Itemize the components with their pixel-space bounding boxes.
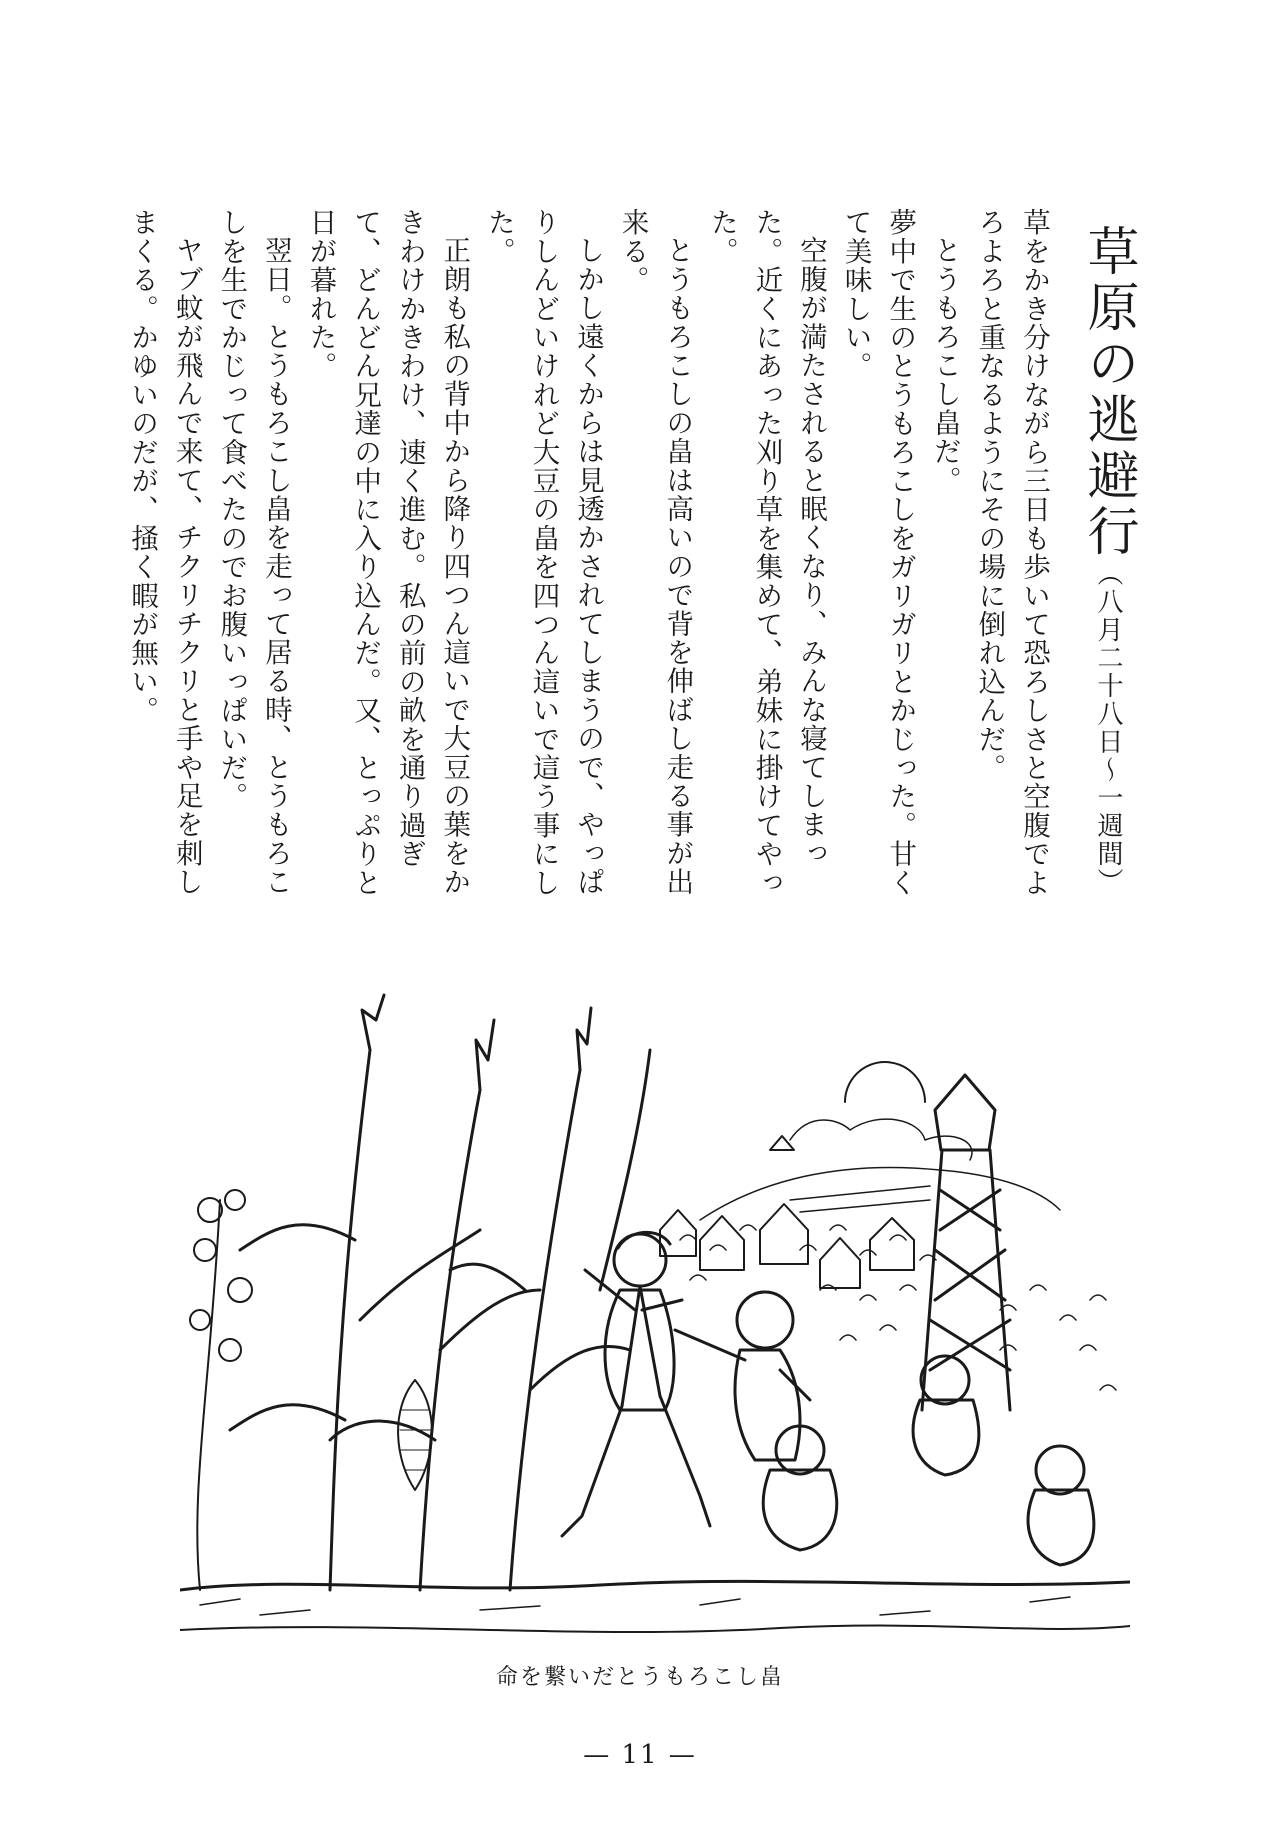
- paragraph: とうもろこしの畠は高いので背を伸ばし走る事が出来る。: [616, 208, 694, 896]
- page-subtitle-date: （八月二十八日〜一週間）: [1093, 560, 1123, 896]
- paragraph: 草をかき分けながら三日も歩いて恐ろしさと空腹でよろよろと重なるようにその場に倒れ込んだ。: [973, 208, 1050, 897]
- paragraph: 空腹が満たされると眠くなり、みんな寝てしまった。近くにあった刈り草を集めて、弟妹に掛けてやった。: [705, 208, 828, 897]
- body-text: [126, 208, 1056, 898]
- title-column: [1076, 224, 1140, 914]
- paragraph: とうもろこし畠だ。: [928, 235, 961, 494]
- paragraph: しかし遠くからは見透かされてしまうので、やっぱりしんどいけれど大豆の畠を四つん這いで這う事にした。: [482, 208, 605, 897]
- paragraph: ヤブ蚊が飛んで来て、チクリチクリと手や足を刺しまくる。かゆいのだが、掻く暇が無い。: [126, 208, 203, 896]
- paragraph: 正朗も私の背中から降り四つん這いで大豆の葉をかきわけかきわけ、速く進む。私の前の畝を通り過ぎて、どんどん兄達の中に入り込んだ。又、とっぷりと日が暮れた。: [304, 208, 471, 897]
- page-title: 草原の逃避行: [1078, 224, 1138, 560]
- paragraph: 翌日。とうもろこし畠を走って居る時、とうもろこしを生でかじって食べたのでお腹いっぱいだ。: [215, 208, 292, 896]
- page-number: — 11 —: [583, 1740, 697, 1770]
- illustration-caption: 命を繋いだとうもろこし畠: [495, 1665, 784, 1690]
- paragraph: 夢中で生のとうもろこしをガリガリとかじった。甘くて美味しい。: [839, 208, 917, 897]
- cornfield-illustration: [180, 990, 1130, 1650]
